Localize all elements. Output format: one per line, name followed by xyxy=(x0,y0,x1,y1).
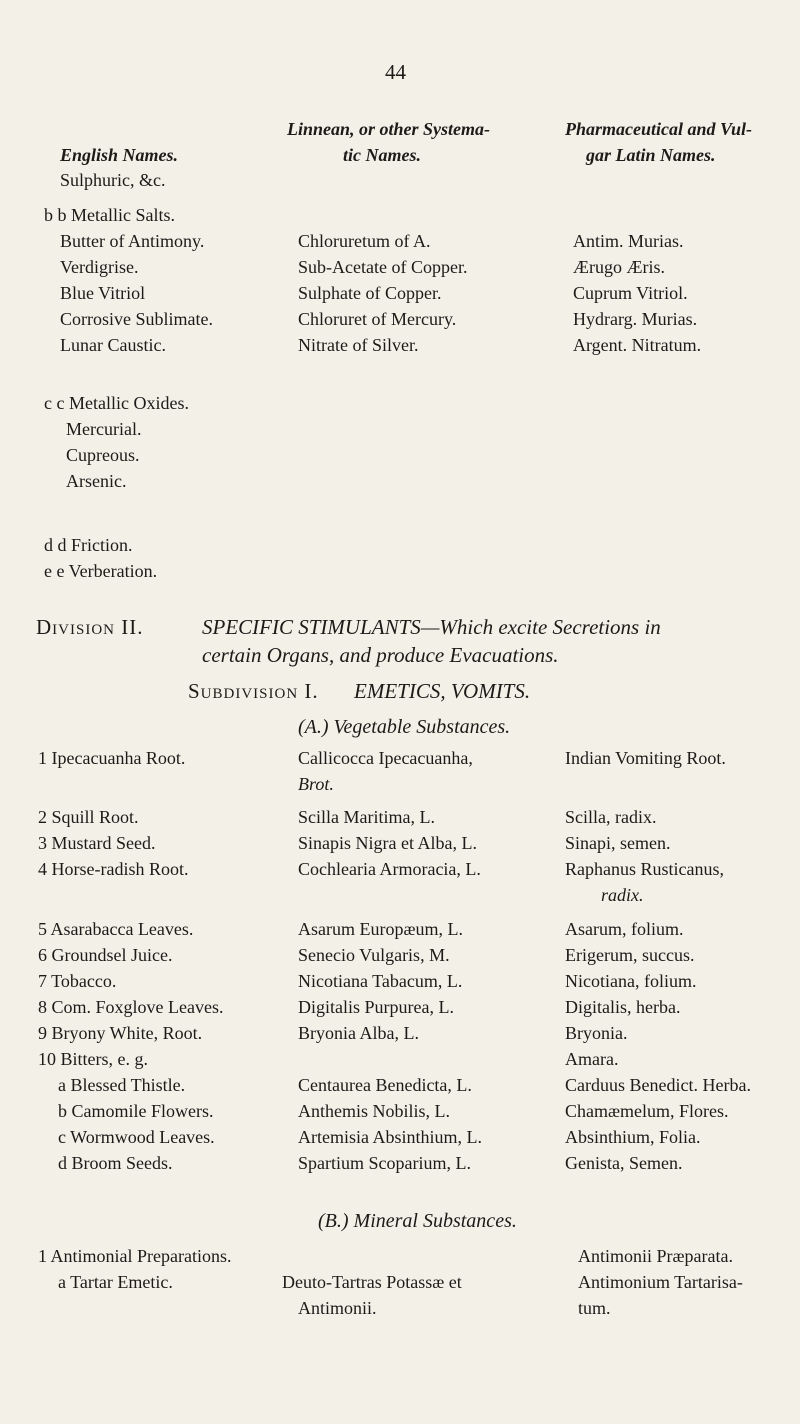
remedy-linnean-authority: Brot. xyxy=(298,774,334,794)
metallic-oxides-heading: c c Metallic Oxides. xyxy=(44,393,189,413)
oxide-item: Mercurial. xyxy=(66,419,142,439)
remedy-pharma: Absinthium, Folia. xyxy=(565,1127,701,1147)
remedy-pharma-cont: radix. xyxy=(601,885,644,905)
mineral-english: 1 Antimonial Preparations. xyxy=(38,1246,232,1266)
header-linnean-line2: tic Names. xyxy=(343,145,421,165)
remedy-linnean: Asarum Europæum, L. xyxy=(298,919,463,939)
division-label: Division II. xyxy=(36,615,144,639)
remedy-pharma: Scilla, radix. xyxy=(565,807,657,827)
remedy-english: a Blessed Thistle. xyxy=(58,1075,186,1095)
remedy-linnean: Nicotiana Tabacum, L. xyxy=(298,971,463,991)
remedy-english: 7 Tobacco. xyxy=(38,971,117,991)
remedy-pharma: Asarum, folium. xyxy=(565,919,684,939)
salt-row-english: Butter of Antimony. xyxy=(60,231,205,251)
remedy-linnean: Senecio Vulgaris, M. xyxy=(298,945,450,965)
mineral-linnean-cont: Antimonii. xyxy=(298,1298,377,1318)
header-pharma-line2: gar Latin Names. xyxy=(586,145,716,165)
salt-row-linnean: Sulphate of Copper. xyxy=(298,283,442,303)
section-a-title: (A.) Vegetable Substances. xyxy=(298,716,511,738)
remedy-english: d Broom Seeds. xyxy=(58,1153,173,1173)
mineral-english: a Tartar Emetic. xyxy=(58,1272,173,1292)
salt-row-english: Blue Vitriol xyxy=(60,283,146,303)
remedy-english: 9 Bryony White, Root. xyxy=(38,1023,203,1043)
remedy-linnean: Digitalis Purpurea, L. xyxy=(298,997,454,1017)
salt-row-pharma: Hydrarg. Murias. xyxy=(573,309,698,329)
remedy-english: 3 Mustard Seed. xyxy=(38,833,156,853)
remedy-english: 10 Bitters, e. g. xyxy=(38,1049,148,1069)
salt-row-english: Corrosive Sublimate. xyxy=(60,309,213,329)
header-pharma-line1: Pharmaceutical and Vul- xyxy=(565,119,753,139)
salt-row-linnean: Chloruret of Mercury. xyxy=(298,309,457,329)
subdivision-label: Subdivision I. xyxy=(188,679,319,703)
remedy-linnean: Cochlearia Armoracia, L. xyxy=(298,859,481,879)
remedy-linnean: Artemisia Absinthium, L. xyxy=(298,1127,482,1147)
friction-item: d d Friction. xyxy=(44,535,133,555)
mineral-linnean: Deuto-Tartras Potassæ et xyxy=(282,1272,462,1292)
salt-row-english: Verdigrise. xyxy=(60,257,139,277)
remedy-linnean: Scilla Maritima, L. xyxy=(298,807,435,827)
mineral-pharma: Antimonium Tartarisa- xyxy=(578,1272,743,1292)
remedy-english: 4 Horse-radish Root. xyxy=(38,859,189,879)
oxide-item: Arsenic. xyxy=(66,471,127,491)
salt-row-linnean: Nitrate of Silver. xyxy=(298,335,419,355)
header-linnean-line1: Linnean, or other Systema- xyxy=(287,119,491,139)
remedy-english: c Wormwood Leaves. xyxy=(58,1127,215,1147)
remedy-linnean: Callicocca Ipecacuanha, xyxy=(298,748,473,768)
remedy-pharma: Sinapi, semen. xyxy=(565,833,671,853)
salt-row-pharma: Cuprum Vitriol. xyxy=(573,283,688,303)
remedy-english: 8 Com. Foxglove Leaves. xyxy=(38,997,224,1017)
remedy-pharma: Carduus Benedict. Herba. xyxy=(565,1075,751,1095)
remedy-pharma: Chamæmelum, Flores. xyxy=(565,1101,729,1121)
remedy-pharma: Bryonia. xyxy=(565,1023,628,1043)
salt-row-pharma: Ærugo Æris. xyxy=(573,257,666,277)
division-title-line2: certain Organs, and produce Evacuations. xyxy=(202,643,559,667)
remedy-english: b Camomile Flowers. xyxy=(58,1101,214,1121)
mineral-pharma: Antimonii Præparata. xyxy=(578,1246,733,1266)
remedy-linnean: Anthemis Nobilis, L. xyxy=(298,1101,450,1121)
remedy-english: 2 Squill Root. xyxy=(38,807,139,827)
remedy-english: 1 Ipecacuanha Root. xyxy=(38,748,186,768)
verberation-item: e e Verberation. xyxy=(44,561,158,581)
remedy-pharma: Indian Vomiting Root. xyxy=(565,748,726,768)
oxide-item: Cupreous. xyxy=(66,445,140,465)
remedy-linnean: Sinapis Nigra et Alba, L. xyxy=(298,833,477,853)
division-title-line1: SPECIFIC STIMULANTS—Which excite Secretions in xyxy=(202,615,661,639)
salt-row-linnean: Sub-Acetate of Copper. xyxy=(298,257,468,277)
salt-row-english: Lunar Caustic. xyxy=(60,335,166,355)
sulphuric-item: Sulphuric, &c. xyxy=(60,170,166,190)
remedy-english: 6 Groundsel Juice. xyxy=(38,945,173,965)
salt-row-pharma: Argent. Nitratum. xyxy=(573,335,702,355)
page-number: 44 xyxy=(385,60,406,84)
remedy-english: 5 Asarabacca Leaves. xyxy=(38,919,194,939)
remedy-pharma: Raphanus Rusticanus, xyxy=(565,859,724,879)
remedy-pharma: Erigerum, succus. xyxy=(565,945,695,965)
salt-row-pharma: Antim. Murias. xyxy=(573,231,684,251)
remedy-linnean: Centaurea Benedicta, L. xyxy=(298,1075,472,1095)
remedy-linnean: Spartium Scoparium, L. xyxy=(298,1153,471,1173)
header-english-names: English Names. xyxy=(60,145,179,165)
remedy-pharma: Genista, Semen. xyxy=(565,1153,683,1173)
metallic-salts-heading: b b Metallic Salts. xyxy=(44,205,175,225)
salt-row-linnean: Chloruretum of A. xyxy=(298,231,431,251)
section-b-title: (B.) Mineral Substances. xyxy=(318,1210,517,1232)
mineral-pharma-cont: tum. xyxy=(578,1298,611,1318)
remedy-pharma: Amara. xyxy=(565,1049,619,1069)
remedy-pharma: Nicotiana, folium. xyxy=(565,971,697,991)
remedy-linnean: Bryonia Alba, L. xyxy=(298,1023,419,1043)
remedy-pharma: Digitalis, herba. xyxy=(565,997,681,1017)
subdivision-title: EMETICS, VOMITS. xyxy=(354,679,531,703)
